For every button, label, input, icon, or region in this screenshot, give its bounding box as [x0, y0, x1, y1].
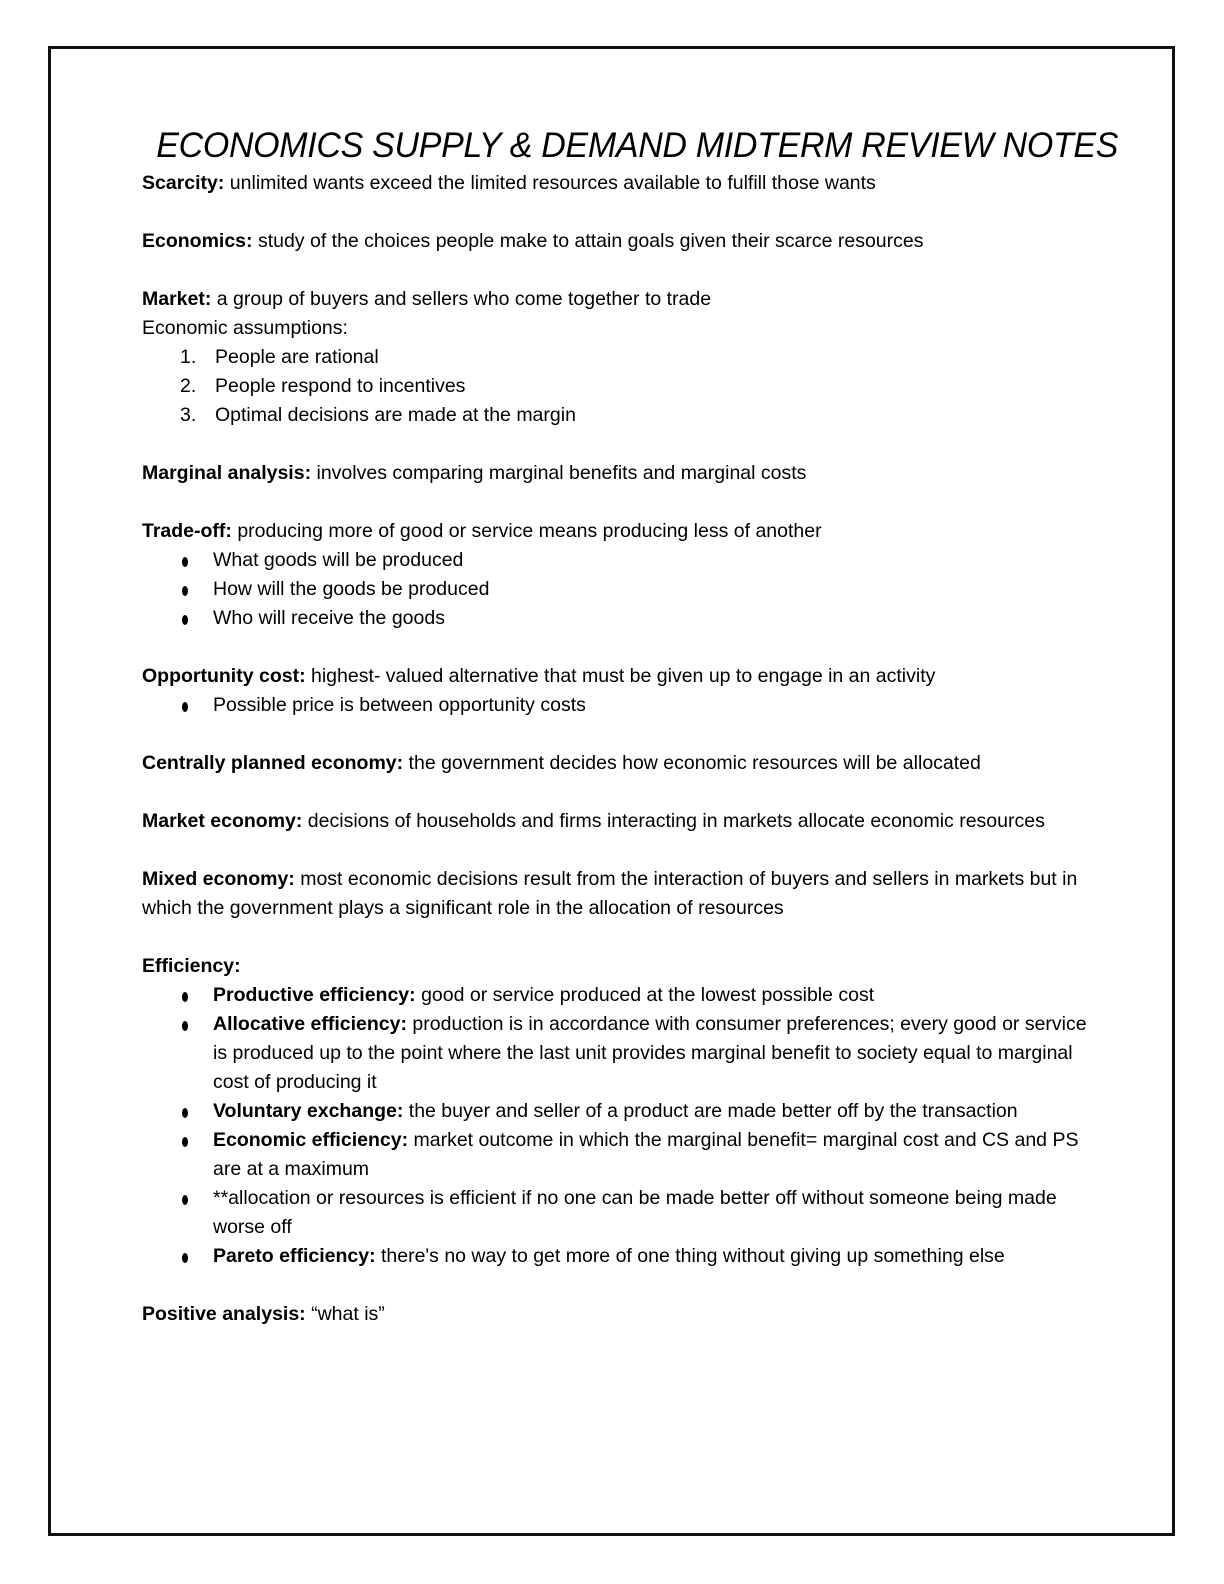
list-item-term: Economic efficiency: [213, 1128, 409, 1151]
list-item-term: Pareto efficiency: [213, 1244, 376, 1267]
term-mixed-economy: Mixed economy: [142, 867, 295, 890]
list-item-number: 2. [180, 374, 197, 397]
bullet-icon [182, 1253, 188, 1263]
term-centrally-planned-economy: Centrally planned economy: [142, 751, 404, 774]
definition-scarcity: unlimited wants exceed the limited resources available to fulfill those wants [224, 171, 876, 194]
definition-positive-analysis: “what is” [305, 1302, 385, 1325]
term-efficiency: Efficiency: [142, 954, 241, 977]
list-item-label: Who will receive the goods [213, 606, 445, 629]
list-item [142, 1097, 1092, 1126]
list-item-term: Voluntary exchange: [213, 1099, 404, 1122]
spacer [142, 430, 1092, 459]
list-item-content [213, 1129, 1078, 1180]
list-item-label: What goods will be produced [213, 548, 464, 571]
list-item [142, 1126, 1092, 1184]
entry-scarcity [142, 169, 1092, 198]
document-content [142, 126, 1119, 1329]
list-item-label: there's no way to get more of one thing without giving up something else [375, 1244, 1005, 1267]
list-item-label: good or service produced at the lowest possible cost [415, 983, 875, 1006]
bullet-icon [182, 702, 188, 712]
list-item-label: People are rational [215, 345, 379, 368]
definition-opportunity-cost: highest- valued alternative that must be given up to engage in an activity [305, 664, 936, 687]
list-item [142, 546, 1092, 575]
efficiency-bullet-list [142, 981, 1092, 1271]
list-item-label: Optimal decisions are made at the margin [215, 403, 576, 426]
trade-off-bullet-list [142, 546, 1092, 633]
list-item [142, 604, 1092, 633]
definition-trade-off: producing more of good or service means producing less of another [231, 519, 822, 542]
list-item-label: Possible price is between opportunity costs [213, 693, 586, 716]
spacer [142, 778, 1092, 807]
list-item-content [213, 984, 874, 1006]
term-market: Market: [142, 287, 212, 310]
list-item-label: How will the goods be produced [213, 577, 490, 600]
spacer [142, 720, 1092, 749]
list-item [142, 1184, 1092, 1242]
term-economics: Economics: [142, 229, 253, 252]
list-item-label: production is in accordance with consumer preferences; every good or service is produced up to the point where the last unit provides marginal benefit to society equal to marginal cost of producing it [213, 1012, 1087, 1093]
spacer [142, 1271, 1092, 1300]
list-item [142, 1242, 1092, 1271]
opportunity-cost-bullet-list [142, 691, 1092, 720]
list-item-term: Productive efficiency: [213, 983, 416, 1006]
term-positive-analysis: Positive analysis: [142, 1302, 306, 1325]
entry-positive-analysis [142, 1300, 1092, 1329]
entry-trade-off [142, 517, 1092, 546]
list-item-number: 3. [180, 403, 197, 426]
list-item-label: the buyer and seller of a product are made better off by the transaction [403, 1099, 1018, 1122]
list-item-content [213, 1100, 1018, 1122]
spacer [142, 488, 1092, 517]
spacer [142, 198, 1092, 227]
list-item [142, 343, 1092, 372]
list-item-content [213, 1187, 1057, 1238]
entry-economics [142, 227, 1092, 256]
list-item [142, 372, 1092, 401]
page-title: ECONOMICS SUPPLY & DEMAND MIDTERM REVIEW NOTES [156, 126, 1119, 165]
definition-marginal-analysis: involves comparing marginal benefits and marginal costs [311, 461, 807, 484]
entry-market [142, 285, 1092, 314]
bullet-icon [182, 992, 188, 1002]
entry-opportunity-cost [142, 662, 1092, 691]
spacer [142, 923, 1092, 952]
spacer [142, 836, 1092, 865]
bullet-icon [182, 615, 188, 625]
definition-mixed-economy: most economic decisions result from the interaction of buyers and sellers in markets but in which the government plays a significant role in the allocation of resources [142, 867, 1078, 919]
term-scarcity: Scarcity: [142, 171, 225, 194]
bullet-icon [182, 557, 188, 567]
term-marginal-analysis: Marginal analysis: [142, 461, 312, 484]
list-item [142, 575, 1092, 604]
entry-centrally-planned-economy [142, 749, 1092, 778]
bullet-icon [182, 1108, 188, 1118]
list-item [142, 401, 1092, 430]
list-item-content [213, 1013, 1087, 1093]
bullet-icon [182, 586, 188, 596]
list-item-term: Allocative efficiency: [213, 1012, 407, 1035]
entry-mixed-economy [142, 865, 1092, 923]
definition-economics: study of the choices people make to attain goals given their scarce resources [252, 229, 924, 252]
list-item-content [213, 1245, 1005, 1267]
list-item-number: 1. [180, 345, 197, 368]
list-item [142, 691, 1092, 720]
term-trade-off: Trade-off: [142, 519, 232, 542]
bullet-icon [182, 1021, 188, 1031]
definition-centrally-planned-economy: the government decides how economic resources will be allocated [403, 751, 981, 774]
economic-assumptions-label: Economic assumptions: [142, 316, 348, 339]
list-item-label: market outcome in which the marginal benefit= marginal cost and CS and PS are at a maximum [213, 1128, 1079, 1180]
term-opportunity-cost: Opportunity cost: [142, 664, 306, 687]
list-item-label: **allocation or resources is efficient if no one can be made better off without someone being made worse off [213, 1186, 1057, 1238]
list-item [142, 981, 1092, 1010]
definition-market-economy: decisions of households and firms interacting in markets allocate economic resources [302, 809, 1045, 832]
entry-marginal-analysis [142, 459, 1092, 488]
definition-market: a group of buyers and sellers who come together to trade [211, 287, 712, 310]
spacer [142, 633, 1092, 662]
list-item-label: People respond to incentives [215, 374, 466, 397]
list-item [142, 1010, 1092, 1097]
efficiency-label [142, 952, 1092, 981]
bullet-icon [182, 1195, 188, 1205]
term-market-economy: Market economy: [142, 809, 303, 832]
economic-assumptions-list [142, 343, 1092, 430]
spacer [142, 256, 1092, 285]
entry-market-economy [142, 807, 1092, 836]
bullet-icon [182, 1137, 188, 1147]
